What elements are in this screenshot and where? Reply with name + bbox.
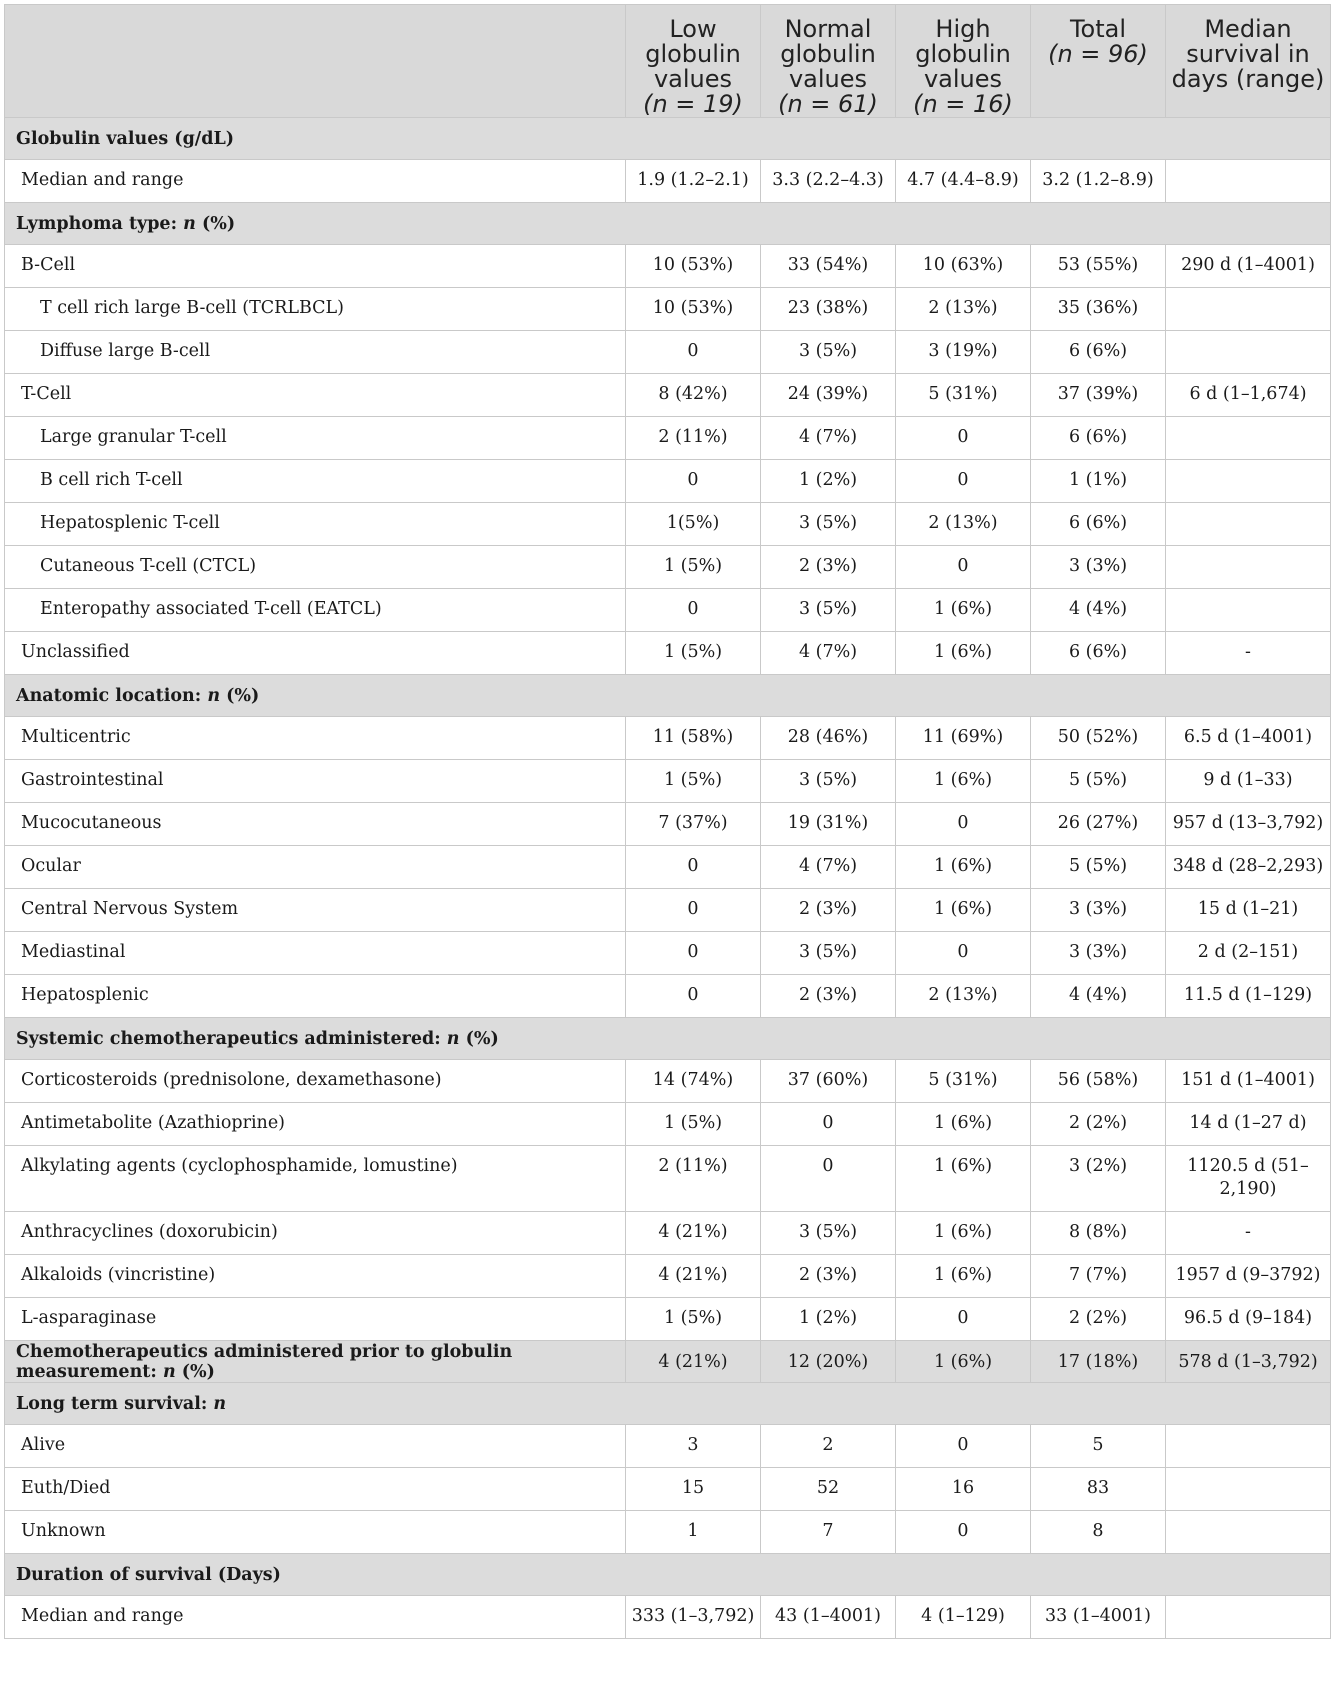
- table-cell: 15 d (1–21): [1166, 889, 1331, 932]
- table-cell: 2 (2%): [1031, 1103, 1166, 1146]
- table-cell: 8 (8%): [1031, 1212, 1166, 1255]
- table-row: [5, 889, 1331, 932]
- table-cell: 1 (6%): [896, 589, 1031, 632]
- table-cell: 5 (5%): [1031, 760, 1166, 803]
- table-cell: -: [1166, 632, 1331, 675]
- row-label: Alive: [5, 1425, 626, 1468]
- table-cell: 16: [896, 1468, 1031, 1511]
- table-cell: 2 (11%): [626, 1146, 761, 1212]
- table-cell: 2 (3%): [761, 546, 896, 589]
- table-cell: 1 (5%): [626, 1298, 761, 1341]
- table-cell: 8 (42%): [626, 374, 761, 417]
- table-cell: 0: [896, 546, 1031, 589]
- table-cell: 2: [761, 1425, 896, 1468]
- table-header: [5, 5, 1331, 118]
- table-cell: 1.9 (1.2–2.1): [626, 160, 761, 203]
- header-normal-globulin: Normal globulin values (n = 61): [761, 5, 896, 118]
- row-label: Mediastinal: [5, 932, 626, 975]
- table-cell: 2 (11%): [626, 417, 761, 460]
- table-row: [5, 846, 1331, 889]
- row-label: Multicentric: [5, 717, 626, 760]
- table-cell: [1166, 546, 1331, 589]
- section-title: Globulin values (g/dL): [5, 118, 1331, 160]
- table-cell: 53 (55%): [1031, 245, 1166, 288]
- table-cell: 0: [896, 417, 1031, 460]
- table-cell: 96.5 d (9–184): [1166, 1298, 1331, 1341]
- table-row: [5, 160, 1331, 203]
- row-label: T cell rich large B-cell (TCRLBCL): [5, 288, 626, 331]
- row-label: Unknown: [5, 1511, 626, 1554]
- section-inline-cell: 12 (20%): [761, 1341, 896, 1383]
- table-cell: 6 (6%): [1031, 331, 1166, 374]
- table-cell: 333 (1–3,792): [626, 1596, 761, 1639]
- table-cell: 6 (6%): [1031, 417, 1166, 460]
- table-cell: 6 (6%): [1031, 632, 1166, 675]
- table-row: [5, 374, 1331, 417]
- table-cell: 3 (5%): [761, 331, 896, 374]
- table-cell: 37 (39%): [1031, 374, 1166, 417]
- table-cell: 4 (4%): [1031, 589, 1166, 632]
- table-cell: 1 (6%): [896, 1212, 1031, 1255]
- table-cell: 1120.5 d (51–2,190): [1166, 1146, 1331, 1212]
- section-title: Chemotherapeutics administered prior to globulin measurement: n (%): [5, 1341, 626, 1383]
- table-cell: 5 (31%): [896, 374, 1031, 417]
- table-cell: 52: [761, 1468, 896, 1511]
- table-cell: 0: [896, 1298, 1031, 1341]
- header-low-globulin: Low globulin values (n = 19): [626, 5, 761, 118]
- table-cell: 6 d (1–1,674): [1166, 374, 1331, 417]
- table-cell: 26 (27%): [1031, 803, 1166, 846]
- table-cell: 3: [626, 1425, 761, 1468]
- table-cell: 7 (37%): [626, 803, 761, 846]
- table-cell: 10 (53%): [626, 288, 761, 331]
- row-label: Anthracyclines (doxorubicin): [5, 1212, 626, 1255]
- table-row: [5, 1298, 1331, 1341]
- table-cell: 1 (6%): [896, 760, 1031, 803]
- section-header-row: [5, 675, 1331, 717]
- table-cell: 3.2 (1.2–8.9): [1031, 160, 1166, 203]
- table-row: [5, 1103, 1331, 1146]
- table-row: [5, 1596, 1331, 1639]
- section-inline-cell: 17 (18%): [1031, 1341, 1166, 1383]
- table-cell: 2 (3%): [761, 975, 896, 1018]
- row-label: Ocular: [5, 846, 626, 889]
- table-body: [5, 118, 1331, 1639]
- table-cell: 3 (19%): [896, 331, 1031, 374]
- table-cell: 2 (3%): [761, 889, 896, 932]
- table-row: [5, 589, 1331, 632]
- table-cell: 3 (5%): [761, 932, 896, 975]
- table-cell: 0: [761, 1146, 896, 1212]
- section-header-row: [5, 203, 1331, 245]
- row-label: B-Cell: [5, 245, 626, 288]
- table-cell: 3 (5%): [761, 1212, 896, 1255]
- table-cell: 0: [626, 331, 761, 374]
- table-row: [5, 503, 1331, 546]
- table-cell: 0: [896, 1511, 1031, 1554]
- table-cell: 2 (13%): [896, 975, 1031, 1018]
- table-cell: 0: [896, 803, 1031, 846]
- header-high-globulin: High globulin values (n = 16): [896, 5, 1031, 118]
- table-cell: 5 (5%): [1031, 846, 1166, 889]
- table-cell: 8: [1031, 1511, 1166, 1554]
- row-label: Diffuse large B-cell: [5, 331, 626, 374]
- table-cell: 19 (31%): [761, 803, 896, 846]
- table-cell: 3 (3%): [1031, 932, 1166, 975]
- table-cell: 1 (5%): [626, 1103, 761, 1146]
- table-row: [5, 331, 1331, 374]
- table-cell: 1 (5%): [626, 546, 761, 589]
- table-cell: 11 (58%): [626, 717, 761, 760]
- row-label: Unclassified: [5, 632, 626, 675]
- row-label: L-asparaginase: [5, 1298, 626, 1341]
- table-row: [5, 1425, 1331, 1468]
- section-inline-cell: 578 d (1–3,792): [1166, 1341, 1331, 1383]
- table-cell: 4 (21%): [626, 1255, 761, 1298]
- table-cell: 1(5%): [626, 503, 761, 546]
- table-row: [5, 803, 1331, 846]
- table-cell: 0: [626, 889, 761, 932]
- table-cell: 1 (5%): [626, 632, 761, 675]
- table-cell: [1166, 1511, 1331, 1554]
- table-row: [5, 245, 1331, 288]
- table-cell: 1 (6%): [896, 632, 1031, 675]
- table-cell: 0: [761, 1103, 896, 1146]
- section-header-row: [5, 1383, 1331, 1425]
- table-row: [5, 975, 1331, 1018]
- table-cell: 4 (7%): [761, 846, 896, 889]
- table-cell: 957 d (13–3,792): [1166, 803, 1331, 846]
- row-label: Hepatosplenic T-cell: [5, 503, 626, 546]
- table-cell: 14 d (1–27 d): [1166, 1103, 1331, 1146]
- section-title: Duration of survival (Days): [5, 1554, 1331, 1596]
- table-cell: 9 d (1–33): [1166, 760, 1331, 803]
- table-cell: 2 (13%): [896, 288, 1031, 331]
- row-label: Antimetabolite (Azathioprine): [5, 1103, 626, 1146]
- table-cell: 348 d (28–2,293): [1166, 846, 1331, 889]
- row-label: Central Nervous System: [5, 889, 626, 932]
- table-row: [5, 1212, 1331, 1255]
- section-inline-cell: 1 (6%): [896, 1341, 1031, 1383]
- section-title: Lymphoma type: n (%): [5, 203, 1331, 245]
- section-header-row: [5, 1018, 1331, 1060]
- table-cell: 2 (13%): [896, 503, 1031, 546]
- table-row: [5, 1511, 1331, 1554]
- table-row: [5, 632, 1331, 675]
- table-cell: 1 (1%): [1031, 460, 1166, 503]
- table-row: [5, 1468, 1331, 1511]
- table-cell: 23 (38%): [761, 288, 896, 331]
- table-cell: 50 (52%): [1031, 717, 1166, 760]
- table-cell: -: [1166, 1212, 1331, 1255]
- row-label: Enteropathy associated T-cell (EATCL): [5, 589, 626, 632]
- table-cell: 3 (3%): [1031, 889, 1166, 932]
- table-cell: 2 d (2–151): [1166, 932, 1331, 975]
- table-cell: 35 (36%): [1031, 288, 1166, 331]
- table-cell: 1 (5%): [626, 760, 761, 803]
- table-cell: 83: [1031, 1468, 1166, 1511]
- table-cell: [1166, 1596, 1331, 1639]
- table-cell: 0: [626, 589, 761, 632]
- row-label: Large granular T-cell: [5, 417, 626, 460]
- table-cell: 3 (5%): [761, 589, 896, 632]
- table-cell: 6.5 d (1–4001): [1166, 717, 1331, 760]
- table-cell: 1 (6%): [896, 889, 1031, 932]
- table-cell: 7: [761, 1511, 896, 1554]
- table-cell: 1 (6%): [896, 1255, 1031, 1298]
- table-cell: 3.3 (2.2–4.3): [761, 160, 896, 203]
- table-cell: 1 (6%): [896, 1146, 1031, 1212]
- row-label: Euth/Died: [5, 1468, 626, 1511]
- table-row: [5, 1146, 1331, 1212]
- table-cell: 7 (7%): [1031, 1255, 1166, 1298]
- table-cell: [1166, 288, 1331, 331]
- table-cell: 11.5 d (1–129): [1166, 975, 1331, 1018]
- table-cell: [1166, 503, 1331, 546]
- table-row: [5, 717, 1331, 760]
- table-cell: 3 (5%): [761, 760, 896, 803]
- table-cell: 1 (2%): [761, 460, 896, 503]
- table-row: [5, 760, 1331, 803]
- table-cell: [1166, 1468, 1331, 1511]
- table-cell: 24 (39%): [761, 374, 896, 417]
- section-title: Systemic chemotherapeutics administered: n (%): [5, 1018, 1331, 1060]
- table-cell: 6 (6%): [1031, 503, 1166, 546]
- table-cell: [1166, 1425, 1331, 1468]
- table-cell: 0: [626, 460, 761, 503]
- table-cell: 4 (7%): [761, 632, 896, 675]
- table-cell: 290 d (1–4001): [1166, 245, 1331, 288]
- table-cell: 1: [626, 1511, 761, 1554]
- table-row: [5, 932, 1331, 975]
- table-row: [5, 1060, 1331, 1103]
- table-row: [5, 417, 1331, 460]
- table-cell: [1166, 460, 1331, 503]
- table-cell: 0: [626, 846, 761, 889]
- row-label: Gastrointestinal: [5, 760, 626, 803]
- row-label: Hepatosplenic: [5, 975, 626, 1018]
- row-label: Alkaloids (vincristine): [5, 1255, 626, 1298]
- table-row: [5, 1255, 1331, 1298]
- table-cell: 10 (63%): [896, 245, 1031, 288]
- row-label: B cell rich T-cell: [5, 460, 626, 503]
- table-cell: 4 (7%): [761, 417, 896, 460]
- section-header-row: [5, 1341, 1331, 1383]
- table-cell: 10 (53%): [626, 245, 761, 288]
- table-cell: [1166, 160, 1331, 203]
- table-row: [5, 288, 1331, 331]
- table-cell: 1 (6%): [896, 846, 1031, 889]
- table-cell: 4 (4%): [1031, 975, 1166, 1018]
- table-cell: 0: [896, 1425, 1031, 1468]
- row-label: Alkylating agents (cyclophosphamide, lomustine): [5, 1146, 626, 1212]
- table-cell: [1166, 417, 1331, 460]
- section-header-row: [5, 118, 1331, 160]
- table-cell: 11 (69%): [896, 717, 1031, 760]
- table-cell: 1 (2%): [761, 1298, 896, 1341]
- row-label: Median and range: [5, 160, 626, 203]
- table-cell: 56 (58%): [1031, 1060, 1166, 1103]
- table-cell: 5: [1031, 1425, 1166, 1468]
- table-cell: 0: [626, 975, 761, 1018]
- table-cell: 15: [626, 1468, 761, 1511]
- table-cell: 3 (3%): [1031, 546, 1166, 589]
- row-label: Mucocutaneous: [5, 803, 626, 846]
- table-cell: 3 (5%): [761, 503, 896, 546]
- header-row-label: [5, 5, 626, 118]
- table-cell: 0: [896, 460, 1031, 503]
- row-label: Median and range: [5, 1596, 626, 1639]
- table-cell: 14 (74%): [626, 1060, 761, 1103]
- table-cell: 151 d (1–4001): [1166, 1060, 1331, 1103]
- row-label: Cutaneous T-cell (CTCL): [5, 546, 626, 589]
- table-row: [5, 460, 1331, 503]
- table-cell: [1166, 331, 1331, 374]
- table-cell: 5 (31%): [896, 1060, 1031, 1103]
- header-total: Total (n = 96): [1031, 5, 1166, 118]
- row-label: T-Cell: [5, 374, 626, 417]
- table-cell: 4.7 (4.4–8.9): [896, 160, 1031, 203]
- header-row: [5, 5, 1331, 118]
- table-cell: 4 (1–129): [896, 1596, 1031, 1639]
- table-cell: 4 (21%): [626, 1212, 761, 1255]
- table-cell: 33 (54%): [761, 245, 896, 288]
- row-label: Corticosteroids (prednisolone, dexamethasone): [5, 1060, 626, 1103]
- table-cell: 43 (1–4001): [761, 1596, 896, 1639]
- table-cell: 2 (3%): [761, 1255, 896, 1298]
- globulin-lymphoma-table: [4, 4, 1331, 1639]
- table-cell: 0: [626, 932, 761, 975]
- section-header-row: [5, 1554, 1331, 1596]
- table-cell: 0: [896, 932, 1031, 975]
- table-cell: 1957 d (9–3792): [1166, 1255, 1331, 1298]
- table-cell: 3 (2%): [1031, 1146, 1166, 1212]
- table-cell: 37 (60%): [761, 1060, 896, 1103]
- table-cell: [1166, 589, 1331, 632]
- section-title: Long term survival: n: [5, 1383, 1331, 1425]
- section-title: Anatomic location: n (%): [5, 675, 1331, 717]
- header-median-survival: Median survival in days (range): [1166, 5, 1331, 118]
- table-cell: 33 (1–4001): [1031, 1596, 1166, 1639]
- section-inline-cell: 4 (21%): [626, 1341, 761, 1383]
- table-cell: 2 (2%): [1031, 1298, 1166, 1341]
- table-row: [5, 546, 1331, 589]
- table-cell: 28 (46%): [761, 717, 896, 760]
- table-cell: 1 (6%): [896, 1103, 1031, 1146]
